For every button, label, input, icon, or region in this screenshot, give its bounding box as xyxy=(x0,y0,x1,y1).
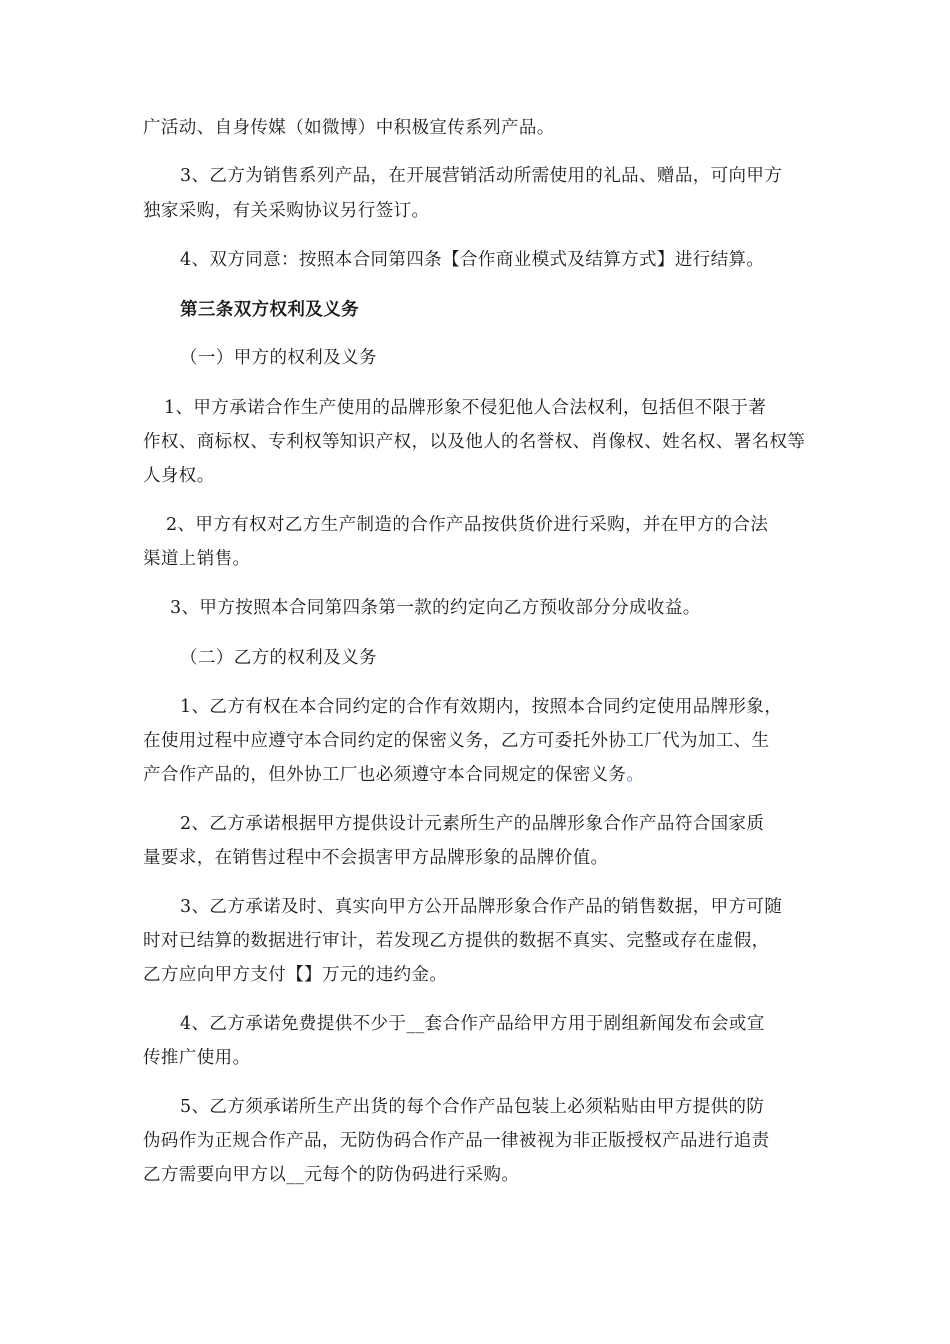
paragraph-line: 5、乙方须承诺所生产出货的每个合作产品包装上必须粘贴由甲方提供的防 xyxy=(180,1097,765,1117)
paragraph-line: 3、乙方为销售系列产品，在开展营销活动所需使用的礼品、赠品，可向甲方 xyxy=(180,166,783,186)
paragraph-line: 在使用过程中应遵守本合同约定的保密义务，乙方可委托外协工厂代为加工、生 xyxy=(143,731,770,751)
paragraph-line: 乙方需要向甲方以__元每个的防伪码进行采购。 xyxy=(143,1165,520,1185)
paragraph-line: 量要求，在销售过程中不会损害甲方品牌形象的品牌价值。 xyxy=(143,848,609,868)
period-mark: 。 xyxy=(626,765,645,785)
paragraph-line-text: 产合作产品的，但外协工厂也必须遵守本合同规定的保密义务 xyxy=(143,765,627,785)
paragraph-line: 1、甲方承诺合作生产使用的品牌形象不侵犯他人合法权利，包括但不限于著 xyxy=(164,398,767,418)
paragraph-line: 2、乙方承诺根据甲方提供设计元素所生产的品牌形象合作产品符合国家质 xyxy=(180,814,765,834)
paragraph-line: 时对已结算的数据进行审计，若发现乙方提供的数据不真实、完整或存在虚假， xyxy=(143,931,770,951)
paragraph-line: 乙方应向甲方支付【】万元的违约金。 xyxy=(143,965,448,985)
paragraph-line: 独家采购，有关采购协议另行签订。 xyxy=(143,201,430,221)
paragraph-line: 人身权。 xyxy=(143,466,215,486)
paragraph-line xyxy=(143,763,644,787)
paragraph-line: 作权、商标权、专利权等知识产权，以及他人的名誉权、肖像权、姓名权、署名权等 xyxy=(143,432,806,452)
paragraph-line: 4、乙方承诺免费提供不少于__套合作产品给甲方用于剧组新闻发布会或宣 xyxy=(180,1014,765,1034)
paragraph-line: 传推广使用。 xyxy=(143,1048,251,1068)
subsection-heading: （一）甲方的权利及义务 xyxy=(180,348,377,368)
paragraph-line: 3、乙方承诺及时、真实向甲方公开品牌形象合作产品的销售数据，甲方可随 xyxy=(180,897,783,917)
paragraph-line: 伪码作为正规合作产品，无防伪码合作产品一律被视为非正版授权产品进行追责 xyxy=(143,1131,770,1151)
paragraph-line: 4、双方同意：按照本合同第四条【合作商业模式及结算方式】进行结算。 xyxy=(180,250,765,270)
paragraph-line: 渠道上销售。 xyxy=(143,549,251,569)
paragraph-line: 1、乙方有权在本合同约定的合作有效期内，按照本合同约定使用品牌形象， xyxy=(180,697,783,717)
subsection-heading: （二）乙方的权利及义务 xyxy=(180,648,377,668)
paragraph-line: 2、甲方有权对乙方生产制造的合作产品按供货价进行采购，并在甲方的合法 xyxy=(166,515,769,535)
section-heading: 第三条双方权利及义务 xyxy=(180,300,359,320)
paragraph-line: 3、甲方按照本合同第四条第一款的约定向乙方预收部分分成收益。 xyxy=(170,598,701,618)
paragraph-line: 广活动、自身传媒（如微博）中积极宣传系列产品。 xyxy=(143,118,555,138)
